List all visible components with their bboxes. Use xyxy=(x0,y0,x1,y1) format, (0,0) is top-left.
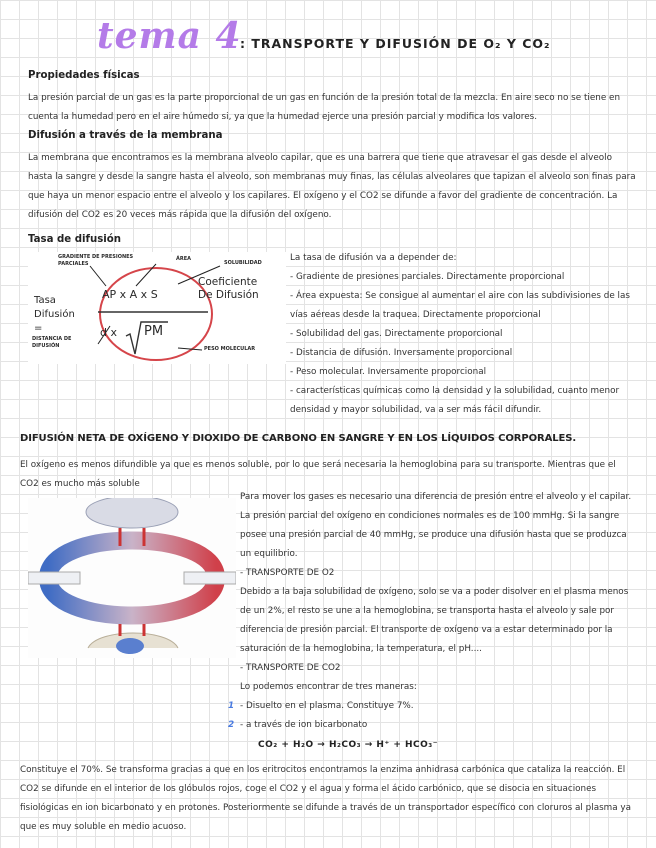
ann-peso: PESO MOLECULAR xyxy=(204,346,256,352)
arterial-label-box xyxy=(184,572,236,584)
formula-den-pm: PM xyxy=(144,324,164,339)
venous-label-box xyxy=(28,572,80,584)
highlight-ellipse xyxy=(100,268,212,360)
formula-den-d: d x xyxy=(100,326,117,339)
list-item: - características químicas como la densidad y la solubilidad, cuanto menor densidad y mayor solubilidad, va a ser más fácil difundir. xyxy=(290,386,620,415)
tasa-list xyxy=(290,249,635,420)
paragraph-propiedades: La presión parcial de un gas es la parte proporcional de un gas en función de la presión total de la mezcla. En aire seco no se tiene en cuenta la humedad pero en el aire húmedo si, ya que la humedad ejerce una presión parcial y modifica los valores. xyxy=(28,93,621,122)
formula-coeficiente: Coeficiente De Difusión xyxy=(198,276,259,301)
formula-diagram xyxy=(28,252,286,364)
paragraph-membrana: La membrana que encontramos es la membrana alveolo capilar, que es una barrera que tiene que atravesar el gas desde el alveolo hasta la sangre y desde la sangre hasta el alveolo, son membranas muy finas, las células alveolares que tapizan el alveolo son finas para que haya un menor espacio entre el alveolo y los capilares. El oxígeno y el CO2 se difunde a favor del gradiente de concentración. La difusión del CO2 es 20 veces más rápida que la difusión del oxígeno. xyxy=(28,153,636,220)
heading-tasa-difusion: Tasa de difusión xyxy=(28,234,122,245)
ann-solubilidad: SOLUBILIDAD xyxy=(224,260,262,266)
paragraph-transporte-o2: Debido a la baja solubilidad de oxígeno, solo se va a poder disolver en el plasma menos de un 2%, el resto se une a la hemoglobina, se transporta hasta el alveolo y sale por diferencia de presión parcial. El transporte de oxígeno va a estar determinado por la saturación de la hemoglobina, la temperatura, el pH.... xyxy=(240,587,629,654)
page-title-script: tema 4 xyxy=(97,15,242,57)
heading-transporte-o2: - TRANSPORTE DE O2 xyxy=(240,568,335,578)
chemical-equation: CO₂ + H₂O → H₂CO₃ → H⁺ + HCO₃⁻ xyxy=(258,740,438,750)
co2-intro: Lo podemos encontrar de tres maneras: xyxy=(240,682,417,692)
heading-propiedades: Propiedades físicas xyxy=(28,70,140,81)
list-item: - Distancia de difusión. Inversamente proporcional xyxy=(290,348,513,358)
ann-distancia: DISTANCIA DE DIFUSIÓN xyxy=(32,336,72,349)
page-title: : TRANSPORTE Y DIFUSIÓN DE O₂ Y CO₂ xyxy=(240,36,551,51)
ann-area: ÁREA xyxy=(176,256,192,262)
paragraph-final: Constituye el 70%. Se transforma gracias a que en los eritrocitos encontramos la enzima anhidrasa carbónica que cataliza la reacción. El CO2 se difunde en el interior de los glóbulos rojos, coge el CO2 y el agua y forma el ácido carbónico, que se disocia en situaciones fisiológicas en ion bicarbonato y en protones. Posteriormente se difunde a través de un transportador específico con cloruros al plasma ya que es muy soluble en medio acuoso. xyxy=(20,765,632,832)
heading-difusion-membrana: Difusión a través de la membrana xyxy=(28,130,223,141)
list-item: - Solubilidad del gas. Directamente proporcional xyxy=(290,329,503,339)
alveolus-shape xyxy=(86,498,178,528)
formula-numerator: AP x A x S xyxy=(102,288,158,301)
number-2: 2 xyxy=(228,720,235,730)
list-item: - Área expuesta: Se consigue al aumentar el aire con las subdivisiones de las vías aéreas desde la traquea. Directamente proporcional xyxy=(290,291,630,320)
co2-way-1: - Disuelto en el plasma. Constituye 7%. xyxy=(240,701,414,711)
list-item: - Peso molecular. Inversamente proporcional xyxy=(290,367,487,377)
number-1: 1 xyxy=(228,701,235,711)
formula-lhs: Tasa Difusión = xyxy=(34,295,75,334)
list-item: - Gradiente de presiones parciales. Directamente proporcional xyxy=(290,272,565,282)
paragraph-difusion-neta: El oxígeno es menos difundible ya que es menos soluble, por lo que será necesaria la hemoglobina para su transporte. Mientras que el CO2 es mucho más soluble xyxy=(20,460,616,489)
co2-way-2: - a través de ion bicarbonato xyxy=(240,720,368,730)
tasa-intro: La tasa de difusión va a depender de: xyxy=(290,253,457,263)
heading-difusion-neta: DIFUSIÓN NETA DE OXÍGENO Y DIOXIDO DE CARBONO EN SANGRE Y EN LOS LÍQUIDOS CORPORALES. xyxy=(20,433,577,444)
cell-shape xyxy=(116,638,144,654)
heading-transporte-co2: - TRANSPORTE DE CO2 xyxy=(240,663,341,673)
circulation-diagram xyxy=(28,498,236,658)
arrow-area xyxy=(136,264,156,286)
arrow-gradiente xyxy=(90,266,106,286)
paragraph-presion: Para mover los gases es necesario una diferencia de presión entre el alveolo y el capilar. La presión parcial del oxígeno en condiciones normales es de 100 mmHg. Si la sangre posee una presión parcial de 40 mmHg, se produce una difusión hasta que se produzca un equilibrio. xyxy=(240,492,632,559)
ann-gradiente: GRADIENTE DE PRESIONES PARCIALES xyxy=(58,254,134,267)
